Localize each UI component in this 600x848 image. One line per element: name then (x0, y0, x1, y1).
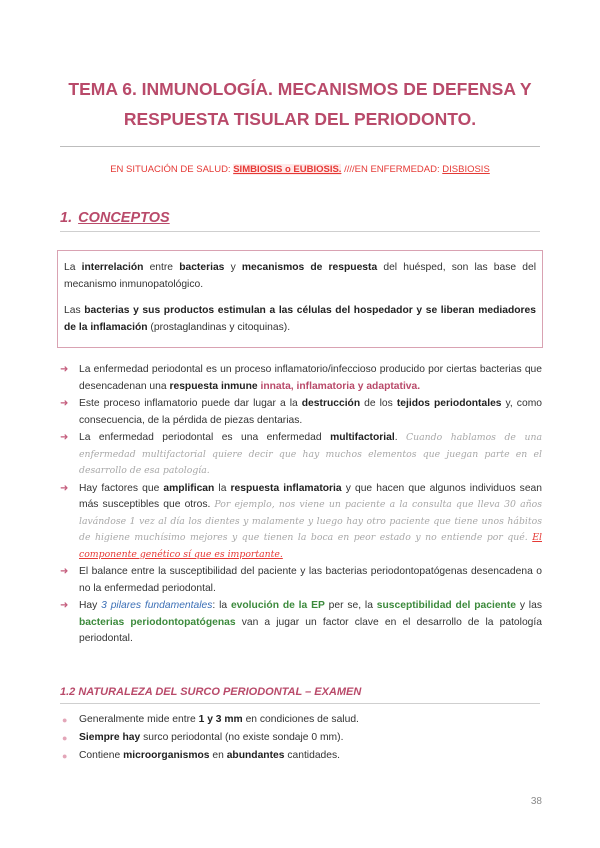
subsection-heading: 1.2 NATURALEZA DEL SURCO PERIODONTAL – EXAMEN (60, 686, 362, 698)
subsection-divider (60, 703, 540, 704)
page-number: 38 (530, 796, 542, 807)
bullet-dot-icon: ● (62, 751, 68, 761)
title-divider (60, 146, 540, 147)
handwritten-note: Por ejemplo, nos viene un paciente a la consulta que lleva 30 años lavándose 1 vez al día los dientes y malamente y luego hay otro paciente que tiene unos hábitos de higiene muchísimo mejores y que tienen la boca en peor estado y no entiende por qué. (79, 499, 542, 543)
section-divider (60, 231, 540, 232)
health-disease-note (40, 164, 560, 175)
health-state: SIMBIOSIS o EUBIOSIS. (233, 164, 342, 175)
concept-paragraph-2: Las bacterias y sus productos estimulan a las células del hospedador y se liberan mediadores de la inflamación (prostaglandinas y citoquinas). (64, 305, 536, 333)
list-item: ● Generalmente mide entre 1 y 3 mm en condiciones de salud. (60, 711, 542, 729)
arrow-icon: ➜ (60, 432, 69, 443)
list-item: ➜ La enfermedad periodontal es un proceso inflamatorio/infeccioso producido por ciertas bacterias que desencadenan una respuesta inmune innata, inflamatoria y adaptativa. (60, 364, 542, 392)
arrow-icon: ➜ (60, 482, 69, 494)
disease-prefix: ////EN ENFERMEDAD: (341, 164, 443, 175)
arrow-icon: ➜ (60, 398, 69, 409)
arrow-icon: ➜ (60, 600, 69, 611)
arrow-icon: ➜ (60, 364, 69, 375)
list-item: ➜ Este proceso inflamatorio puede dar lugar a la destrucción de los tejidos periodontales y, como consecuencia, de la pérdida de piezas dentarias. (60, 398, 542, 426)
section-number: 1. (60, 210, 73, 226)
arrow-icon: ➜ (60, 566, 69, 577)
title-line-1: TEMA 6. INMUNOLOGÍA. MECANISMOS DE DEFENSA Y (68, 79, 532, 99)
concept-bullet-list (60, 362, 542, 649)
section-heading-conceptos (60, 210, 170, 226)
bullet-dot-icon: ● (62, 715, 68, 725)
health-prefix: EN SITUACIÓN DE SALUD: (110, 164, 234, 175)
title-line-2: RESPUESTA TISULAR DEL PERIODONTO. (123, 109, 477, 129)
handwritten-emphasis: El componente genético sí que es importante. (79, 532, 542, 560)
list-item: ● Siempre hay surco periodontal (no existe sondaje 0 mm). (60, 729, 542, 747)
handwritten-note: Cuando hablamos de una enfermedad multifactorial quiere decir que hay muchos elementos que juegan parte en el desarrollo de esa patología. (79, 432, 542, 476)
page-title (40, 74, 560, 134)
list-item: ➜ La enfermedad periodontal es una enfermedad multifactorial. Cuando hablamos de una enfermedad multifactorial quiere decir que hay muchos elementos que juegan parte en el desarrollo de esa patología. (60, 432, 542, 476)
list-item: ➜ Hay 3 pilares fundamentales: la evolución de la EP per se, la susceptibilidad del paciente y las bacterias periodontopatógenas van a jugar un factor clave en el desarrollo de la patología periodontal. (60, 600, 542, 644)
bullet-dot-icon: ● (62, 733, 68, 743)
surco-bullet-list (60, 711, 542, 765)
concept-box (57, 250, 543, 348)
disease-state: DISBIOSIS (442, 164, 490, 175)
concept-paragraph-1: La interrelación entre bacterias y mecanismos de respuesta del huésped, son las base del mecanismo inmunopatológico. (64, 262, 536, 290)
list-item: ➜ El balance entre la susceptibilidad del paciente y las bacterias periodontopatógenas desencadena o no la enfermedad periodontal. (60, 566, 542, 594)
list-item: ➜ Hay factores que amplifican la respuesta inflamatoria y que hacen que algunos individuos sean más susceptibles que otros. Por ejemplo, nos viene un paciente a la consulta que lleva 30 años lavándose 1 vez al día los dientes y malamente y luego hay otro paciente que tiene unos hábitos de higiene muchísimo mejores y que tienen la boca en peor estado y no entiende por qué. El componente genético sí que es importante. (60, 482, 543, 560)
list-item: ● Contiene microorganismos en abundantes cantidades. (60, 747, 542, 765)
section-title: CONCEPTOS (78, 210, 170, 226)
